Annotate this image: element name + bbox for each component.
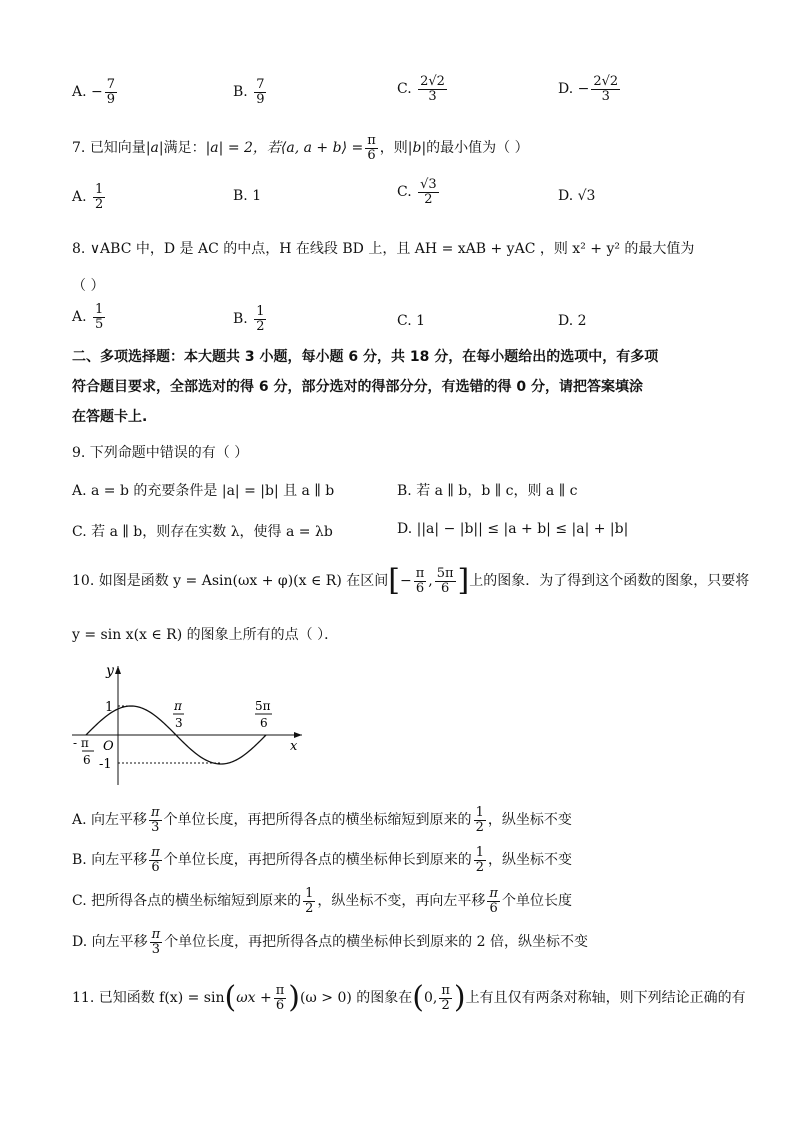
tick-label-1: 1 bbox=[105, 700, 114, 715]
tick-label-neg-pi6-num: - π bbox=[73, 736, 89, 750]
q10-option-d[interactable]: D. 向左平移 $\frac{\pi}{3}$ 个单位长度，再把所得各点的横坐标伸长到原来的 2 倍，纵坐标不变 bbox=[72, 927, 588, 957]
question-10: 10. 如图是函数 y = Asin(ωx + φ)(x ∈ R) 在区间[− $\frac{\pi}{6}$ , $\frac{5\pi}{6}$ ]上的图象．为了得到这个函数的图象，只要将 bbox=[72, 563, 750, 598]
question-9: 9. 下列命题中错误的有（ ） bbox=[72, 445, 249, 461]
q8-option-c[interactable]: C. 1 bbox=[397, 313, 426, 329]
q10-option-a[interactable]: A. 向左平移 $\frac{\pi}{3}$ 个单位长度，再把所得各点的横坐标缩短到原来的 $\frac{1}{2}$ ，纵坐标不变 bbox=[72, 805, 572, 835]
question-10-line2: y = sin x(x ∈ R) 的图象上所有的点（ ）． bbox=[72, 627, 339, 643]
q7-option-c[interactable]: C. $\frac{√3}{2}$ bbox=[397, 177, 437, 207]
section-2-header: 二、多项选择题：本大题共 3 小题，每小题 6 分，共 18 分，在每小题给出的选项中，有多项 符合题目要求，全部选对的得 6 分，部分选对的得部分分，有选错的得 0 分，请把答案填涂 在答题卡上. bbox=[72, 349, 659, 425]
q8-option-b[interactable]: B. $\frac{1}{2}$ bbox=[233, 304, 265, 334]
tick-label-5pi6-den: 6 bbox=[260, 716, 268, 730]
q7-option-b[interactable]: B. 1 bbox=[233, 188, 262, 204]
origin-label: O bbox=[103, 739, 114, 754]
q10-option-b[interactable]: B. 向左平移 $\frac{\pi}{6}$ 个单位长度，再把所得各点的横坐标伸长到原来的 $\frac{1}{2}$ ，纵坐标不变 bbox=[72, 845, 573, 875]
q6-option-c[interactable]: C. $\frac{2√2}{3}$ bbox=[397, 74, 445, 104]
tick-label-neg1: -1 bbox=[99, 757, 112, 772]
function-graph bbox=[70, 660, 310, 790]
q7-option-d[interactable]: D. √3 bbox=[558, 188, 596, 204]
q7-option-a[interactable]: A. $\frac{1}{2}$ bbox=[72, 182, 104, 212]
question-8-paren: （ ） bbox=[72, 278, 105, 294]
tick-label-5pi6-num: 5π bbox=[255, 699, 271, 713]
y-axis-arrow bbox=[115, 666, 121, 674]
question-11: 11. 已知函数 f(x) = sin(ωx + $\frac{\pi}{6}$ )(ω > 0) 的图象在(0, $\frac{\pi}{2}$ )上有且仅有两条对称轴，则下列结论正确的有 bbox=[72, 980, 746, 1015]
q6-option-b[interactable]: B. $\frac{7}{9}$ bbox=[233, 77, 265, 107]
q9-option-c[interactable]: C. 若 a ∥ b，则存在实数 λ，使得 a = λb bbox=[72, 524, 333, 540]
fraction: $\frac{2√2}{3}$ bbox=[593, 74, 619, 104]
q9-option-b[interactable]: B. 若 a ∥ b，b ∥ c，则 a ∥ c bbox=[397, 483, 578, 499]
q10-option-c[interactable]: C. 把所得各点的横坐标缩短到原来的 $\frac{1}{2}$ ，纵坐标不变，再向左平移 $\frac{\pi}{6}$ 个单位长度 bbox=[72, 886, 572, 916]
tick-label-pi3-num: π bbox=[174, 699, 182, 713]
q6-option-a[interactable]: A. − $\frac{7}{9}$ bbox=[72, 77, 116, 107]
q8-option-d[interactable]: D. 2 bbox=[558, 313, 587, 329]
fraction: $\frac{7}{9}$ bbox=[106, 77, 116, 107]
q6-option-d[interactable]: D. − $\frac{2√2}{3}$ bbox=[558, 74, 619, 104]
y-axis-label: y bbox=[106, 663, 114, 679]
q9-option-a[interactable]: A. a = b 的充要条件是 |a| = |b| 且 a ∥ b bbox=[72, 483, 335, 499]
q8-option-a[interactable]: A. $\frac{1}{5}$ bbox=[72, 302, 104, 332]
x-axis-arrow bbox=[294, 732, 302, 738]
question-8: 8. ∨ABC 中，D 是 AC 的中点，H 在线段 BD 上，且 AH = xAB + yAC ，则 x² + y² 的最大值为 bbox=[72, 241, 695, 257]
tick-label-pi3-den: 3 bbox=[175, 716, 183, 730]
question-7: 7. 已知向量|a|满足：|a| = 2，若⟨a, a + b⟩ = $\frac{\pi}{6}$ ，则|b|的最小值为（ ） bbox=[72, 133, 529, 163]
fraction: $\frac{7}{9}$ bbox=[256, 77, 265, 107]
x-axis-label: x bbox=[290, 739, 298, 754]
fraction: $\frac{2√2}{3}$ bbox=[420, 74, 445, 104]
tick-label-neg-pi6-den: 6 bbox=[83, 753, 91, 767]
q9-option-d[interactable]: D. ||a| − |b|| ≤ |a + b| ≤ |a| + |b| bbox=[397, 521, 629, 537]
